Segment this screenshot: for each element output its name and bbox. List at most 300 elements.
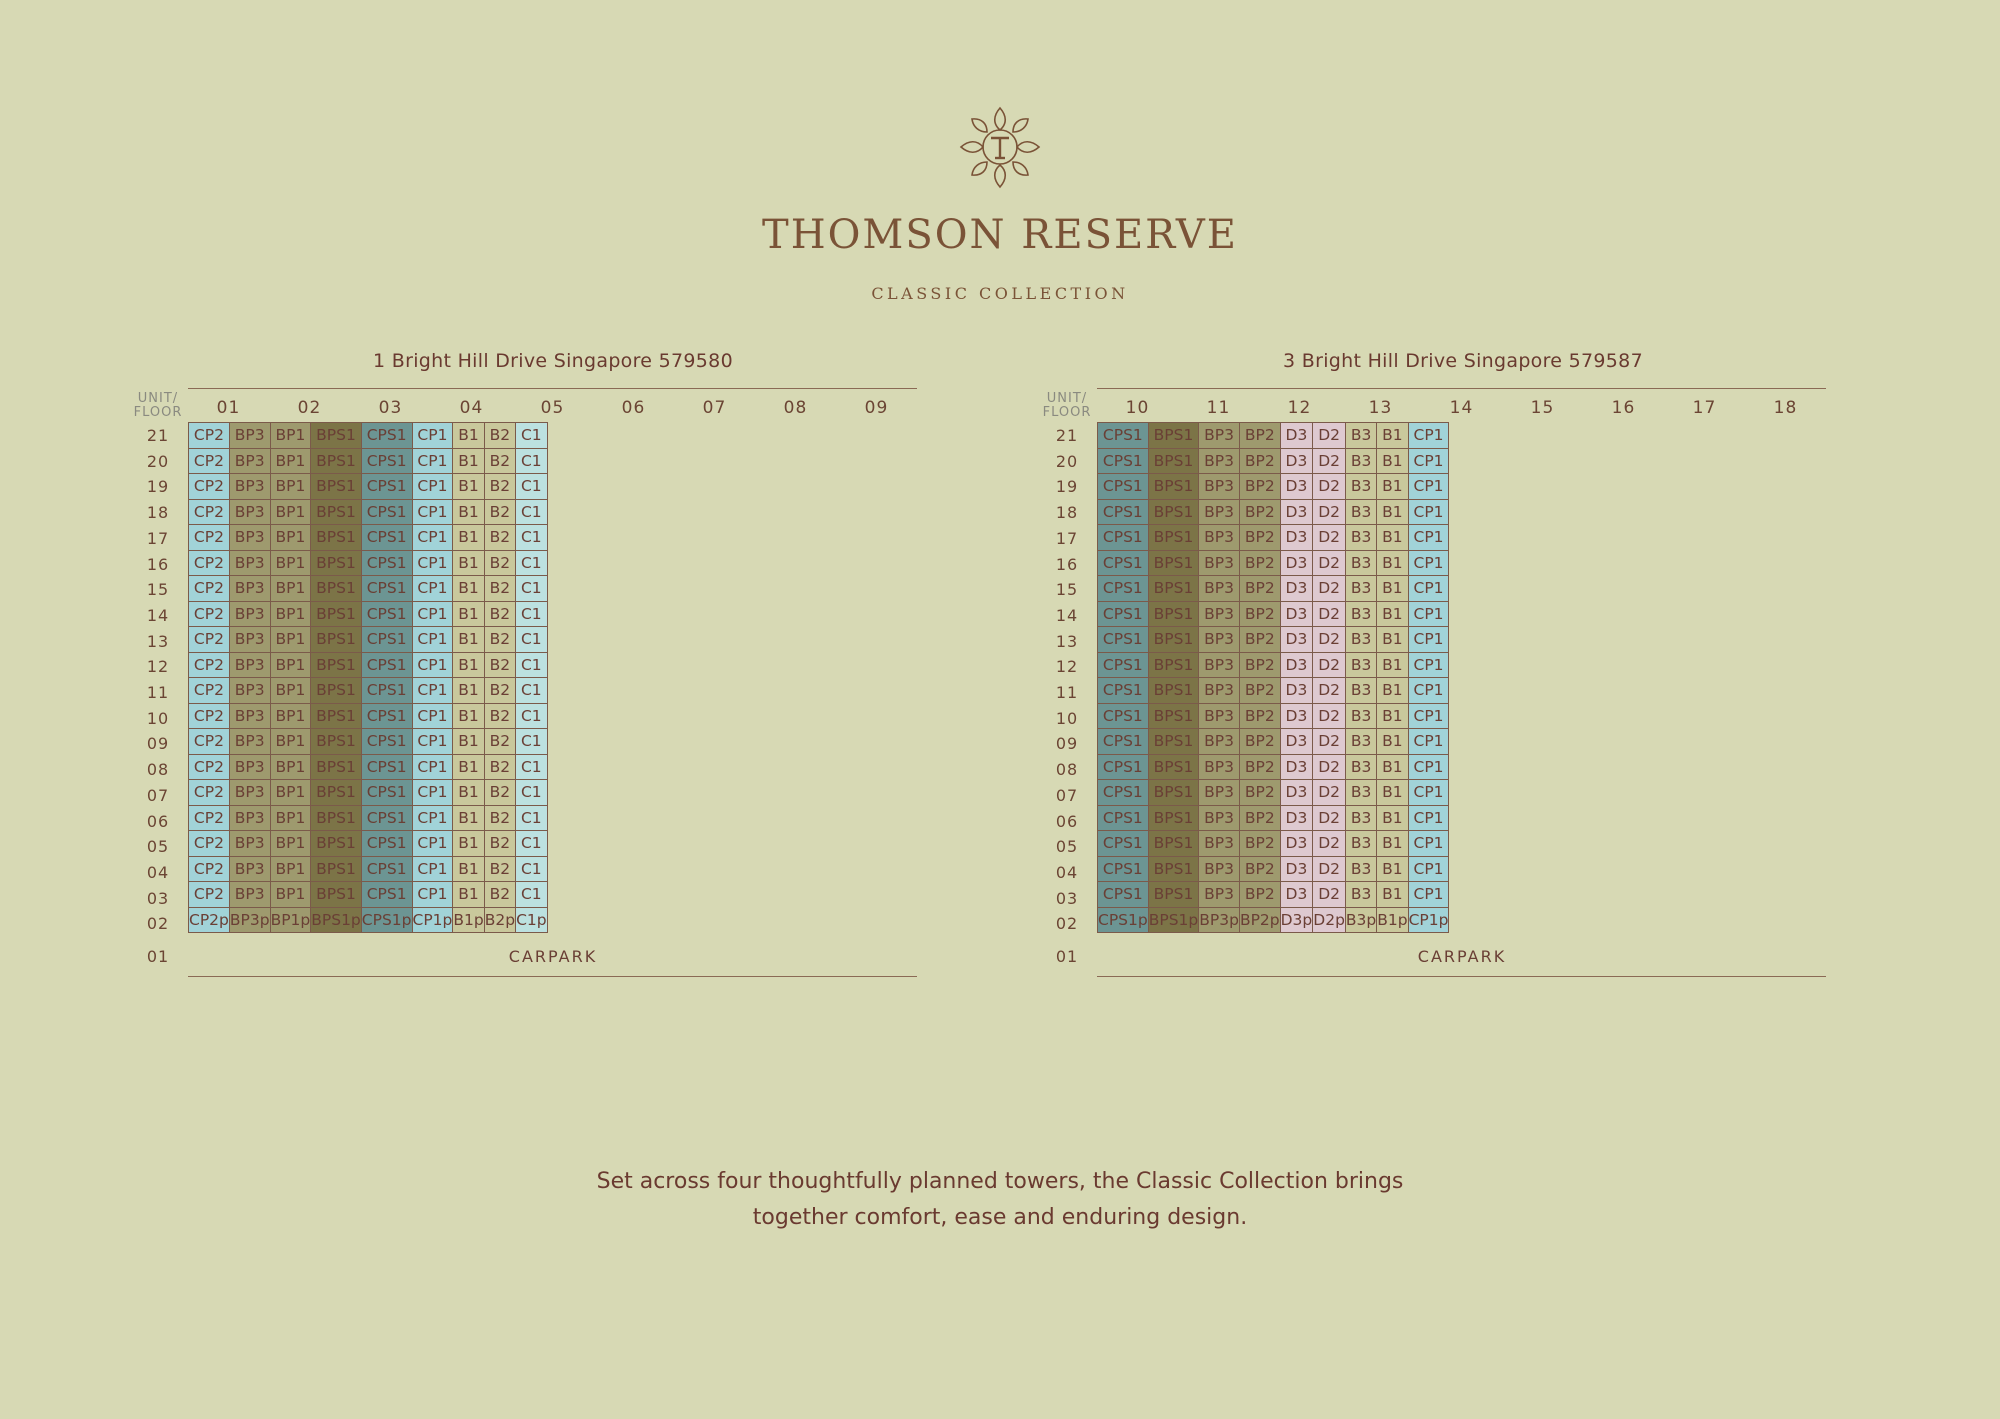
unit-type-cell: B1 — [1377, 703, 1408, 729]
unit-type-cell: CPS1 — [1098, 831, 1149, 857]
unit-type-cell: CP1 — [412, 627, 453, 653]
unit-type-cell: D2 — [1313, 856, 1346, 882]
unit-type-cell: CPS1 — [361, 780, 412, 806]
unit-type-cell: BPS1 — [311, 678, 362, 704]
unit-type-cell: CPS1 — [1098, 601, 1149, 627]
unit-type-cell: BP2 — [1239, 423, 1280, 449]
unit-type-cell: CP1 — [1408, 474, 1449, 500]
floor-row — [189, 627, 548, 653]
unit-type-cell: BP2 — [1239, 703, 1280, 729]
unit-type-cell: BP3 — [1199, 754, 1240, 780]
unit-type-cell: CPS1 — [1098, 423, 1149, 449]
unit-type-cell: BP2 — [1239, 729, 1280, 755]
floor-row — [1098, 805, 1449, 831]
floor-row — [189, 499, 548, 525]
floor-label: 14 — [146, 605, 170, 625]
unit-type-cell: CP1 — [412, 499, 453, 525]
unit-type-cell: CP1 — [1408, 754, 1449, 780]
unit-type-cell: C1 — [516, 856, 548, 882]
unit-type-cell: B2 — [484, 601, 515, 627]
unit-type-cell: BPS1 — [311, 780, 362, 806]
unit-type-cell: CP1 — [412, 729, 453, 755]
floor-row — [1098, 474, 1449, 500]
unit-type-cell: CPS1 — [1098, 729, 1149, 755]
unit-type-cell: C1 — [516, 652, 548, 678]
unit-type-cell: BPS1 — [1148, 601, 1199, 627]
unit-type-cell: CP1 — [1408, 882, 1449, 908]
unit-type-cell: CP2 — [189, 805, 230, 831]
unit-type-cell: CP1 — [412, 601, 453, 627]
unit-type-cell: D2 — [1313, 550, 1346, 576]
carpark-floor-label: 01 — [1055, 947, 1079, 966]
unit-type-cell: BP2p — [1239, 907, 1280, 933]
unit-type-cell: BP3 — [1199, 550, 1240, 576]
floor-label: 02 — [146, 914, 170, 934]
unit-type-cell: B2 — [484, 525, 515, 551]
unit-type-cell: BP3 — [229, 805, 270, 831]
unit-type-cell: B2 — [484, 754, 515, 780]
unit-type-cell: D2 — [1313, 678, 1346, 704]
unit-type-cell: B2 — [484, 499, 515, 525]
floor-row — [1098, 831, 1449, 857]
unit-type-cell: D3 — [1280, 423, 1313, 449]
unit-type-cell: BPS1 — [1148, 525, 1199, 551]
unit-type-cell: BP3 — [229, 831, 270, 857]
unit-type-cell: B1p — [1377, 907, 1408, 933]
unit-type-cell: D3 — [1280, 448, 1313, 474]
unit-type-cell: BP3 — [229, 882, 270, 908]
unit-type-cell: CP2 — [189, 627, 230, 653]
unit-type-cell: D2p — [1313, 907, 1346, 933]
floor-row — [1098, 729, 1449, 755]
brand-title: THOMSON RESERVE — [762, 212, 1238, 258]
unit-type-cell: BPS1 — [311, 627, 362, 653]
unit-type-cell: B1 — [453, 805, 484, 831]
unit-type-cell: BP3 — [1199, 780, 1240, 806]
unit-type-cell: CPS1 — [1098, 703, 1149, 729]
unit-type-cell: B2 — [484, 856, 515, 882]
unit-type-cell: BP3 — [229, 525, 270, 551]
floor-row — [189, 678, 548, 704]
unit-type-cell: BPS1 — [1148, 474, 1199, 500]
unit-type-cell: B3p — [1345, 907, 1376, 933]
unit-type-cell: BP1 — [270, 652, 311, 678]
unit-type-cell: CPS1 — [1098, 805, 1149, 831]
unit-type-cell: BPS1 — [311, 856, 362, 882]
unit-type-cell: B1 — [1377, 831, 1408, 857]
unit-type-cell: BPS1 — [311, 729, 362, 755]
unit-type-cell: BPS1 — [1148, 423, 1199, 449]
unit-type-cell: BPS1 — [311, 550, 362, 576]
floor-row — [1098, 678, 1449, 704]
unit-type-cell: B1 — [1377, 499, 1408, 525]
grid-bottom-rule — [1097, 976, 1826, 977]
unit-type-cell: BP3 — [1199, 805, 1240, 831]
floor-row — [1098, 856, 1449, 882]
unit-type-cell: B1 — [453, 780, 484, 806]
floor-label: 20 — [146, 451, 170, 471]
unit-type-cell: CP1 — [1408, 652, 1449, 678]
unit-type-cell: CPS1 — [361, 576, 412, 602]
unit-type-cell: D2 — [1313, 882, 1346, 908]
unit-type-cell: CPS1 — [361, 627, 412, 653]
unit-type-cell: CP1 — [1408, 678, 1449, 704]
floor-row — [189, 448, 548, 474]
unit-column-header: 04 — [459, 398, 484, 418]
unit-type-cell: B2 — [484, 448, 515, 474]
floor-row — [1098, 525, 1449, 551]
floor-label: 20 — [1055, 451, 1079, 471]
thomson-reserve-logo-icon — [955, 100, 1045, 195]
unit-type-cell: B2 — [484, 805, 515, 831]
unit-type-cell: BP3 — [1199, 499, 1240, 525]
unit-type-cell: BP3 — [229, 448, 270, 474]
unit-type-cell: BPS1 — [1148, 856, 1199, 882]
unit-column-header: 02 — [297, 398, 322, 418]
unit-type-cell: D3 — [1280, 703, 1313, 729]
unit-type-cell: CPS1 — [1098, 856, 1149, 882]
unit-column-header: 03 — [378, 398, 403, 418]
unit-type-cell: CP1 — [412, 831, 453, 857]
unit-type-cell: B3 — [1345, 754, 1376, 780]
unit-type-cell: CP1 — [412, 882, 453, 908]
unit-type-cell: D2 — [1313, 525, 1346, 551]
unit-type-cell: CPS1 — [361, 754, 412, 780]
floor-row — [1098, 601, 1449, 627]
unit-type-cell: BPS1 — [1148, 754, 1199, 780]
unit-type-cell: BPS1 — [1148, 729, 1199, 755]
unit-type-cell: B3 — [1345, 525, 1376, 551]
unit-type-cell: C1 — [516, 703, 548, 729]
unit-type-cell: CP1 — [412, 423, 453, 449]
unit-column-header: 13 — [1368, 398, 1393, 418]
unit-type-cell: B1 — [1377, 678, 1408, 704]
floor-label: 19 — [146, 477, 170, 497]
floor-row — [189, 525, 548, 551]
unit-type-cell: BP1 — [270, 729, 311, 755]
unit-type-cell: CP2 — [189, 550, 230, 576]
floor-row — [189, 856, 548, 882]
unit-type-cell: B3 — [1345, 627, 1376, 653]
unit-type-cell: BP2 — [1239, 678, 1280, 704]
unit-type-cell: D3 — [1280, 678, 1313, 704]
floor-row — [1098, 754, 1449, 780]
unit-type-cell: B3 — [1345, 780, 1376, 806]
unit-type-cell: BP3 — [1199, 474, 1240, 500]
unit-type-cell: CPS1 — [1098, 780, 1149, 806]
unit-type-cell: B1 — [1377, 780, 1408, 806]
floor-label: 16 — [1055, 554, 1079, 574]
unit-type-cell: CP2 — [189, 703, 230, 729]
floor-label: 05 — [146, 837, 170, 857]
unit-type-cell: D3 — [1280, 831, 1313, 857]
unit-type-cell: BP3 — [229, 474, 270, 500]
floor-label: 18 — [1055, 503, 1079, 523]
unit-type-cell: B1 — [1377, 448, 1408, 474]
floor-label: 10 — [1055, 708, 1079, 728]
unit-type-cell: CP1 — [1408, 780, 1449, 806]
unit-type-cell: B2 — [484, 780, 515, 806]
unit-type-cell: D3p — [1280, 907, 1313, 933]
unit-type-cell: BP3 — [1199, 856, 1240, 882]
unit-column-header: 06 — [621, 398, 646, 418]
unit-type-cell: CPS1 — [361, 703, 412, 729]
unit-type-cell: B1 — [1377, 652, 1408, 678]
unit-type-cell: C1 — [516, 423, 548, 449]
unit-type-cell: D3 — [1280, 576, 1313, 602]
unit-type-cell: CP2 — [189, 678, 230, 704]
unit-type-cell: B1 — [453, 525, 484, 551]
unit-type-table — [188, 422, 548, 933]
unit-type-cell: BP3 — [229, 576, 270, 602]
unit-type-cell: BPS1 — [1148, 780, 1199, 806]
unit-type-cell: CP1 — [412, 576, 453, 602]
unit-type-cell: CPS1 — [361, 856, 412, 882]
unit-type-cell: CP1 — [1408, 576, 1449, 602]
unit-type-cell: CP2 — [189, 754, 230, 780]
unit-type-cell: B3 — [1345, 856, 1376, 882]
unit-type-cell: B3 — [1345, 729, 1376, 755]
unit-type-cell: CPS1 — [1098, 525, 1149, 551]
unit-type-cell: B3 — [1345, 499, 1376, 525]
unit-type-cell: B2 — [484, 703, 515, 729]
unit-type-cell: D2 — [1313, 754, 1346, 780]
unit-type-cell: B1 — [453, 601, 484, 627]
unit-type-cell: BP2 — [1239, 754, 1280, 780]
unit-column-header: 11 — [1206, 398, 1231, 418]
grid-top-rule — [1097, 388, 1826, 389]
unit-type-cell: D3 — [1280, 601, 1313, 627]
unit-type-cell: C1 — [516, 474, 548, 500]
floor-label: 11 — [1055, 683, 1079, 702]
floor-label: 08 — [1055, 760, 1079, 780]
floor-row — [1098, 703, 1449, 729]
carpark-label: CARPARK — [1417, 947, 1507, 966]
unit-type-cell: BP3 — [1199, 423, 1240, 449]
unit-type-cell: B1 — [453, 703, 484, 729]
unit-type-cell: B1 — [1377, 423, 1408, 449]
unit-type-cell: D2 — [1313, 652, 1346, 678]
unit-type-cell: C1 — [516, 627, 548, 653]
unit-type-cell: BP3 — [229, 627, 270, 653]
unit-type-cell: B1 — [1377, 729, 1408, 755]
floor-row — [189, 703, 548, 729]
unit-type-cell: BP1 — [270, 576, 311, 602]
unit-type-cell: BP3 — [229, 601, 270, 627]
unit-column-header: 15 — [1530, 398, 1555, 418]
floor-row — [189, 831, 548, 857]
unit-type-cell: B3 — [1345, 423, 1376, 449]
unit-type-cell: C1 — [516, 754, 548, 780]
unit-type-cell: BP3 — [1199, 678, 1240, 704]
unit-type-cell: D3 — [1280, 729, 1313, 755]
unit-type-cell: CP1 — [412, 780, 453, 806]
floor-label: 10 — [146, 708, 170, 728]
unit-type-cell: BP3 — [229, 678, 270, 704]
unit-type-cell: BP3 — [1199, 729, 1240, 755]
floor-row — [1098, 780, 1449, 806]
unit-type-cell: D2 — [1313, 627, 1346, 653]
unit-type-cell: CPS1 — [361, 882, 412, 908]
unit-type-cell: BPS1 — [311, 652, 362, 678]
unit-type-cell: B1 — [453, 627, 484, 653]
unit-type-cell: B1 — [453, 678, 484, 704]
unit-type-cell: BPS1 — [311, 754, 362, 780]
unit-type-cell: D2 — [1313, 805, 1346, 831]
unit-type-cell: BP2 — [1239, 499, 1280, 525]
floor-row — [189, 780, 548, 806]
unit-type-cell: CPS1 — [1098, 754, 1149, 780]
unit-type-cell: BP1 — [270, 754, 311, 780]
unit-column-header: 10 — [1125, 398, 1150, 418]
floor-label: 06 — [146, 811, 170, 831]
unit-type-cell: D2 — [1313, 448, 1346, 474]
unit-type-cell: B1 — [1377, 601, 1408, 627]
floor-label: 07 — [1055, 785, 1079, 805]
unit-type-cell: BP3p — [1199, 907, 1240, 933]
unit-type-cell: CPS1 — [361, 525, 412, 551]
brand-subtitle: CLASSIC COLLECTION — [871, 284, 1129, 303]
unit-type-cell: B1 — [1377, 550, 1408, 576]
unit-type-cell: D3 — [1280, 780, 1313, 806]
floor-row — [189, 550, 548, 576]
unit-type-cell: BP3 — [229, 729, 270, 755]
unit-type-cell: B1 — [1377, 627, 1408, 653]
floor-label: 13 — [1055, 631, 1079, 651]
unit-type-cell: B3 — [1345, 448, 1376, 474]
unit-type-cell: BP2 — [1239, 601, 1280, 627]
unit-type-cell: B1 — [453, 831, 484, 857]
unit-type-cell: CP2 — [189, 831, 230, 857]
unit-type-cell: CP1p — [1408, 907, 1449, 933]
unit-type-cell: B2 — [484, 423, 515, 449]
unit-type-cell: CPS1p — [1098, 907, 1149, 933]
unit-type-cell: B2 — [484, 729, 515, 755]
floor-row — [189, 652, 548, 678]
floor-row — [189, 754, 548, 780]
unit-type-cell: BP3 — [229, 423, 270, 449]
unit-type-cell: BPS1 — [311, 601, 362, 627]
unit-type-cell: B2 — [484, 474, 515, 500]
unit-type-cell: D2 — [1313, 703, 1346, 729]
floor-label: 12 — [1055, 657, 1079, 677]
unit-type-cell: D3 — [1280, 882, 1313, 908]
unit-type-cell: C1 — [516, 882, 548, 908]
unit-type-cell: B1 — [453, 856, 484, 882]
unit-type-cell: B3 — [1345, 703, 1376, 729]
unit-type-cell: B1 — [453, 754, 484, 780]
unit-type-cell: CP2 — [189, 576, 230, 602]
unit-type-cell: BP3 — [229, 780, 270, 806]
block-1-address: 1 Bright Hill Drive Singapore 579580 — [373, 350, 733, 372]
floor-label: 15 — [1055, 580, 1079, 600]
unit-type-cell: B1 — [453, 423, 484, 449]
unit-type-cell: BP3 — [1199, 882, 1240, 908]
unit-type-cell: CP1p — [412, 907, 453, 933]
unit-type-cell: BP2 — [1239, 780, 1280, 806]
unit-type-cell: BP3 — [229, 856, 270, 882]
unit-type-cell: CP2 — [189, 474, 230, 500]
unit-type-cell: BP3 — [1199, 652, 1240, 678]
floor-label: 08 — [146, 760, 170, 780]
unit-type-cell: B1 — [1377, 856, 1408, 882]
unit-type-cell: C1p — [516, 907, 548, 933]
floor-row — [189, 601, 548, 627]
unit-type-cell: CP1 — [412, 703, 453, 729]
unit-type-cell: BP1 — [270, 703, 311, 729]
unit-type-cell: D2 — [1313, 601, 1346, 627]
floor-label: 14 — [1055, 605, 1079, 625]
unit-type-cell: BP2 — [1239, 652, 1280, 678]
unit-type-cell: BPS1 — [311, 448, 362, 474]
unit-type-cell: B1 — [1377, 525, 1408, 551]
floor-row — [189, 729, 548, 755]
unit-type-cell: BP3 — [1199, 627, 1240, 653]
unit-column-header: 01 — [216, 398, 241, 418]
unit-type-cell: B3 — [1345, 550, 1376, 576]
floor-row — [1098, 576, 1449, 602]
floor-label: 15 — [146, 580, 170, 600]
unit-type-cell: B1 — [1377, 474, 1408, 500]
unit-type-cell: B2 — [484, 652, 515, 678]
unit-type-cell: D2 — [1313, 576, 1346, 602]
unit-type-cell: BP3 — [1199, 601, 1240, 627]
unit-type-cell: BPS1 — [1148, 703, 1199, 729]
unit-column-header: 18 — [1773, 398, 1798, 418]
unit-type-cell: B3 — [1345, 678, 1376, 704]
unit-type-cell: BP1 — [270, 601, 311, 627]
unit-type-cell: B2p — [484, 907, 515, 933]
unit-type-cell: C1 — [516, 601, 548, 627]
unit-type-cell: CP1 — [412, 652, 453, 678]
unit-type-cell: BPS1 — [311, 882, 362, 908]
unit-type-cell: CP1 — [412, 754, 453, 780]
unit-type-cell: BP3 — [1199, 831, 1240, 857]
floor-label: 09 — [1055, 734, 1079, 754]
unit-type-cell: B1 — [1377, 576, 1408, 602]
unit-type-cell: BPS1 — [1148, 831, 1199, 857]
unit-type-cell: D3 — [1280, 754, 1313, 780]
floor-label: 17 — [146, 528, 170, 548]
unit-type-cell: D2 — [1313, 423, 1346, 449]
unit-type-cell: B1 — [453, 474, 484, 500]
unit-type-cell: BPS1p — [311, 907, 362, 933]
unit-type-cell: CP2 — [189, 448, 230, 474]
unit-type-cell: CP1 — [1408, 856, 1449, 882]
unit-type-cell: CP1 — [412, 805, 453, 831]
unit-type-cell: CPS1 — [1098, 627, 1149, 653]
floor-label: 19 — [1055, 477, 1079, 497]
unit-type-cell: BPS1 — [1148, 652, 1199, 678]
unit-type-cell: C1 — [516, 499, 548, 525]
unit-type-cell: B2 — [484, 627, 515, 653]
unit-type-cell: BPS1 — [1148, 882, 1199, 908]
carpark-floor-label: 01 — [146, 947, 170, 966]
unit-type-cell: B2 — [484, 678, 515, 704]
unit-type-cell: BP1 — [270, 525, 311, 551]
floor-label: 12 — [146, 657, 170, 677]
unit-type-cell: C1 — [516, 805, 548, 831]
unit-column-header: 17 — [1692, 398, 1717, 418]
unit-type-cell: CPS1 — [1098, 652, 1149, 678]
floor-label: 13 — [146, 631, 170, 651]
unit-type-cell: B2 — [484, 831, 515, 857]
unit-type-cell: BP2 — [1239, 550, 1280, 576]
unit-type-cell: CP2 — [189, 525, 230, 551]
unit-type-cell: BPS1 — [311, 805, 362, 831]
unit-type-cell: C1 — [516, 576, 548, 602]
unit-type-cell: BP3 — [229, 652, 270, 678]
